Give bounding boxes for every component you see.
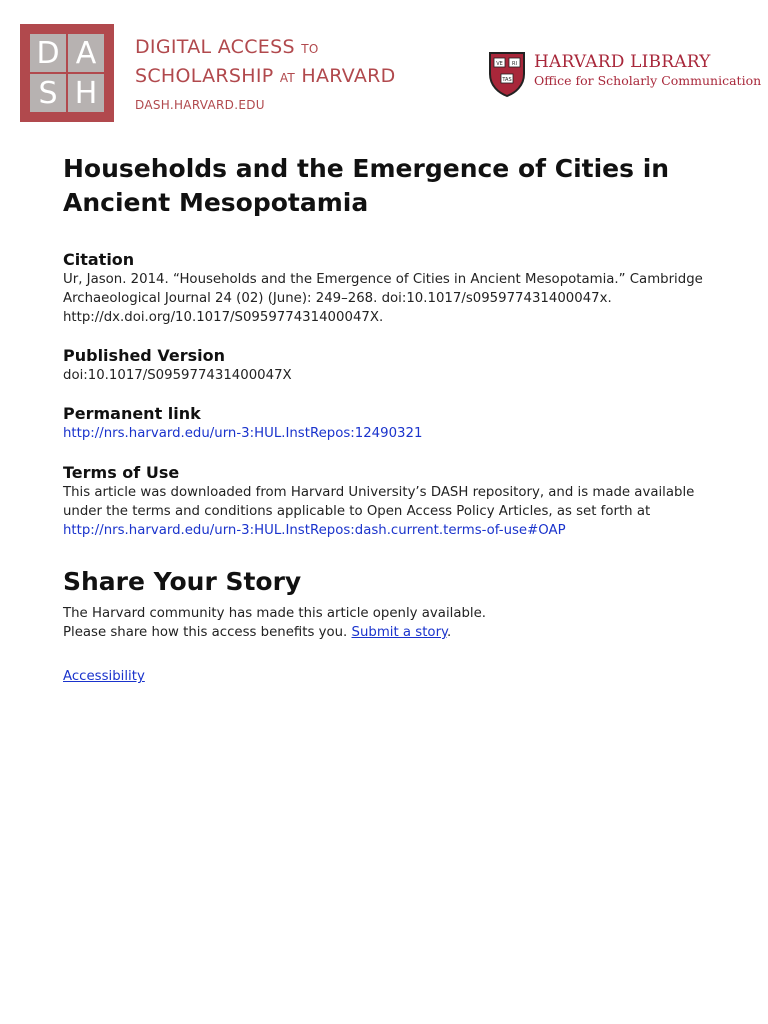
harvard-shield-icon: [487, 50, 527, 98]
dash-wordmark: [135, 34, 396, 112]
published-version-section: [63, 346, 713, 385]
document-content: [63, 152, 713, 686]
dash-line1-main: DIGITAL ACCESS: [135, 36, 295, 58]
share-line-end: .: [447, 625, 452, 640]
harvard-library-subtitle: Office for Scholarly Communication: [534, 73, 762, 88]
citation-text: Ur, Jason. 2014. “Households and the Emergence of Cities in Ancient Mesopotamia.” Cambridge Archaeological Journal 24 (02) (June): 249–268. doi:10.1017/s095977431400047x. http://dx.doi.org/10.1017/S095977431400047X.: [63, 272, 703, 325]
permanent-link[interactable]: http://nrs.harvard.edu/urn-3:HUL.InstRepos:12490321: [63, 426, 423, 441]
dash-line2-end: HARVARD: [301, 65, 396, 87]
terms-of-use-link[interactable]: http://nrs.harvard.edu/urn-3:HUL.InstRepos:dash.current.terms-of-use#OAP: [63, 523, 566, 538]
permanent-link-section: [63, 404, 713, 443]
terms-of-use-body: [63, 483, 713, 540]
shield-text-ve: VE: [496, 61, 503, 67]
share-line-1: The Harvard community has made this article openly available.: [63, 606, 487, 621]
dash-line2-main: SCHOLARSHIP: [135, 65, 274, 87]
terms-of-use-section: [63, 463, 713, 540]
dash-line1-small: TO: [301, 42, 319, 56]
dash-logo: [20, 24, 114, 122]
dash-logo-letter-s: S: [30, 74, 66, 112]
shield-text-tas: TAS: [502, 77, 512, 83]
accessibility-link[interactable]: Accessibility: [63, 669, 145, 684]
dash-wordmark-line-1: [135, 34, 396, 63]
dash-logo-grid: [30, 34, 104, 112]
published-version-text: doi:10.1017/S095977431400047X: [63, 368, 292, 383]
citation-section: [63, 250, 713, 327]
dash-wordmark-line-2: [135, 63, 396, 92]
citation-heading: Citation: [63, 250, 135, 269]
permanent-link-wrap: [63, 424, 713, 443]
page-title: Households and the Emergence of Cities in Ancient Mesopotamia: [63, 154, 670, 217]
harvard-library-title: HARVARD LIBRARY: [534, 52, 711, 72]
dash-url: DASH.HARVARD.EDU: [135, 98, 265, 112]
shield-text-ri: RI: [512, 61, 517, 67]
accessibility-wrap: [63, 667, 713, 686]
harvard-library-wordmark: [534, 52, 761, 89]
permanent-link-heading: Permanent link: [63, 404, 201, 423]
submit-story-link[interactable]: Submit a story: [351, 625, 448, 640]
share-line-2-wrap: [63, 623, 713, 642]
terms-of-use-heading: Terms of Use: [63, 463, 180, 482]
dash-logo-letter-h: H: [68, 74, 104, 112]
dash-logo-letter-d: D: [30, 34, 66, 72]
dash-line2-small: AT: [279, 71, 296, 85]
dash-logo-letter-a: A: [68, 34, 104, 72]
share-story-heading: Share Your Story: [63, 567, 302, 596]
share-story-section: [63, 566, 713, 642]
terms-of-use-text: This article was downloaded from Harvard University’s DASH repository, and is made available under the terms and conditions applicable to Open Access Policy Articles, as set forth at: [63, 485, 695, 519]
share-line-2: Please share how this access benefits you.: [63, 625, 348, 640]
published-version-heading: Published Version: [63, 346, 225, 365]
